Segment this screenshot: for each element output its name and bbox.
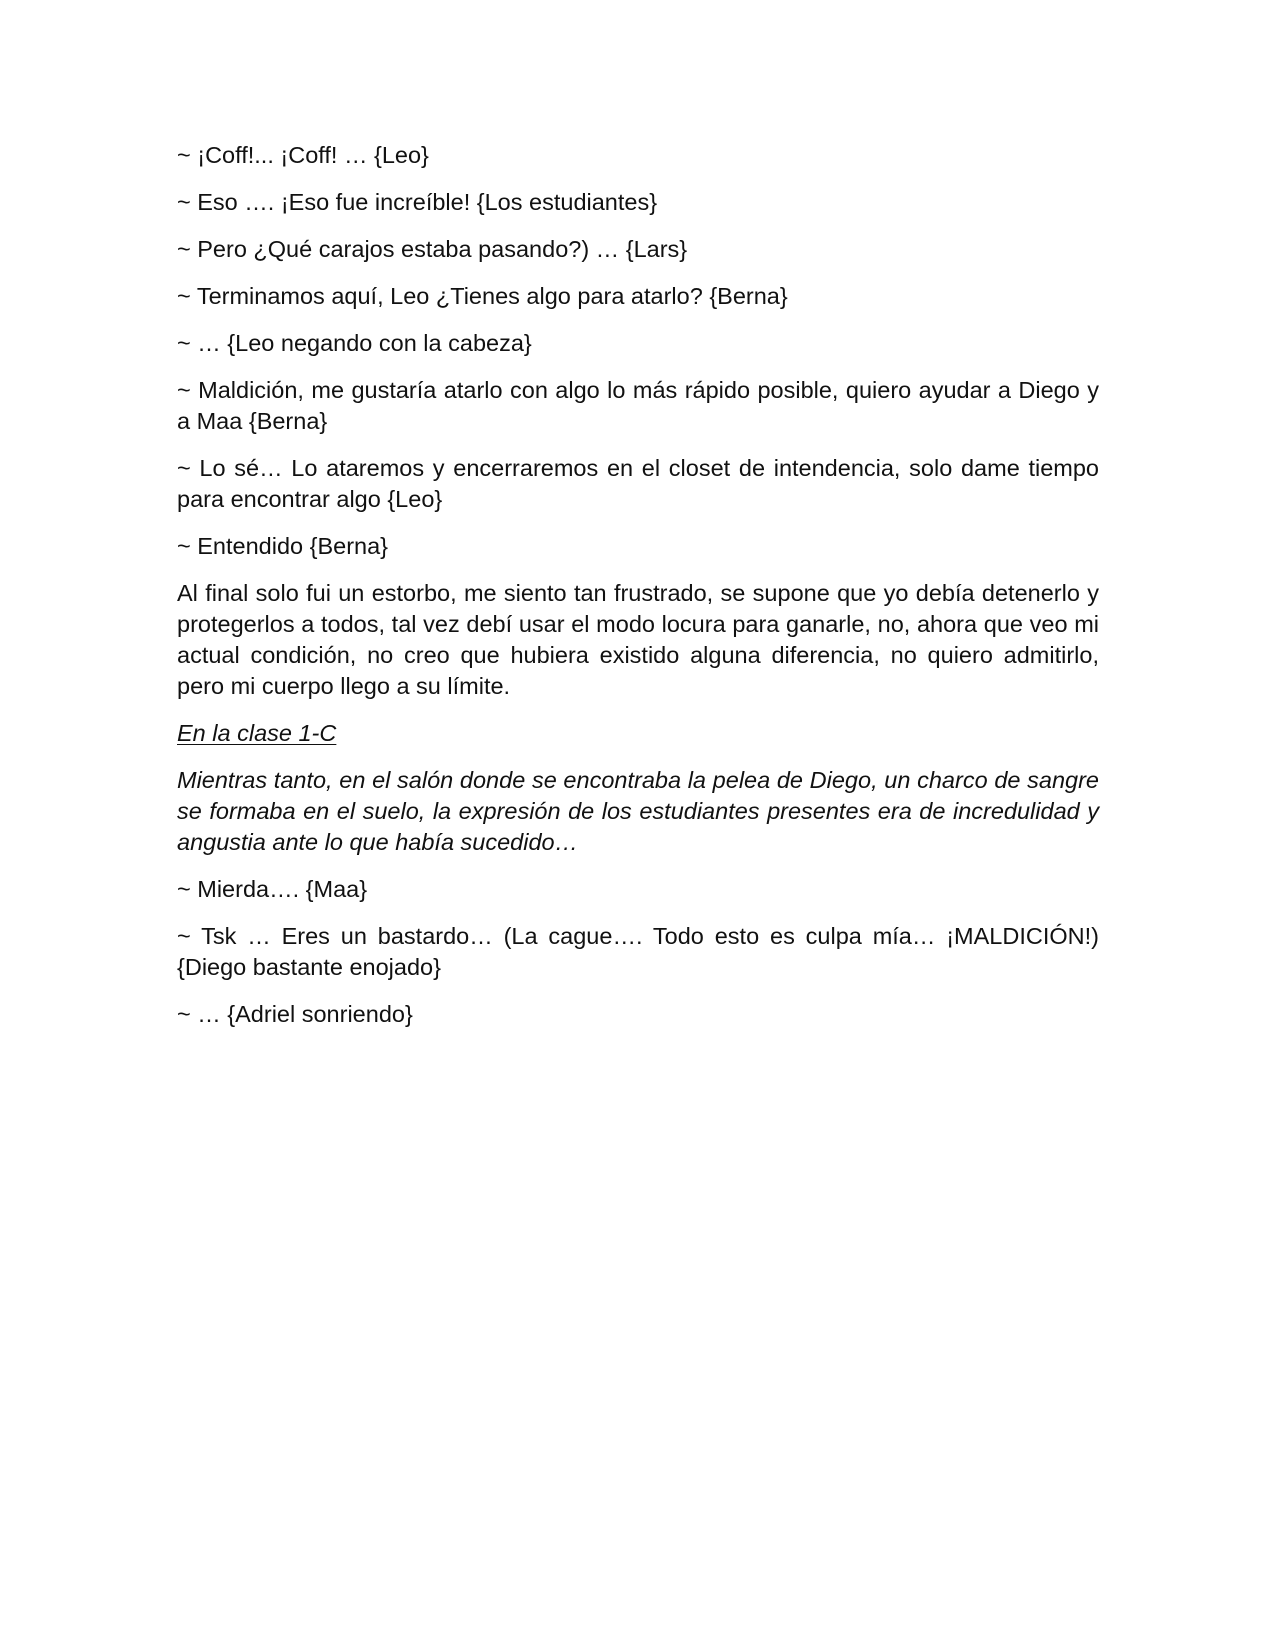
document-body (177, 140, 1099, 1046)
italic-narration-paragraph: Mientras tanto, en el salón donde se encontraba la pelea de Diego, un charco de sangre se formaba en el suelo, la expresión de los estudiantes presentes era de incredulidad y angustia ante lo que había sucedido… (177, 767, 1099, 855)
narration-paragraph: Al final solo fui un estorbo, me siento tan frustrado, se supone que yo debía detenerlo y protegerlos a todos, tal vez debí usar el modo locura para ganarle, no, ahora que veo mi actual condición, no creo que hubiera existido alguna diferencia, no quiero admitirlo, pero mi cuerpo llego a su límite. (177, 580, 1099, 699)
dialogue-line: ~ Mierda…. {Maa} (177, 876, 368, 902)
dialogue-line: ~ ¡Coff!... ¡Coff! … {Leo} (177, 142, 429, 168)
dialogue-line: ~ Lo sé… Lo ataremos y encerraremos en el closet de intendencia, solo dame tiempo para encontrar algo {Leo} (177, 455, 1099, 512)
dialogue-line: ~ Eso …. ¡Eso fue increíble! {Los estudiantes} (177, 189, 658, 215)
dialogue-line: ~ Maldición, me gustaría atarlo con algo lo más rápido posible, quiero ayudar a Diego y a Maa {Berna} (177, 377, 1099, 434)
dialogue-line: ~ … {Leo negando con la cabeza} (177, 330, 532, 356)
dialogue-line: ~ Pero ¿Qué carajos estaba pasando?) … {Lars} (177, 236, 688, 262)
dialogue-line: ~ … {Adriel sonriendo} (177, 1001, 413, 1027)
scene-heading: En la clase 1-C (177, 720, 337, 746)
dialogue-line: ~ Tsk … Eres un bastardo… (La cague…. Todo esto es culpa mía… ¡MALDICIÓN!) {Diego bastante enojado} (177, 923, 1099, 980)
dialogue-line: ~ Entendido {Berna} (177, 533, 389, 559)
dialogue-line: ~ Terminamos aquí, Leo ¿Tienes algo para atarlo? {Berna} (177, 283, 788, 309)
